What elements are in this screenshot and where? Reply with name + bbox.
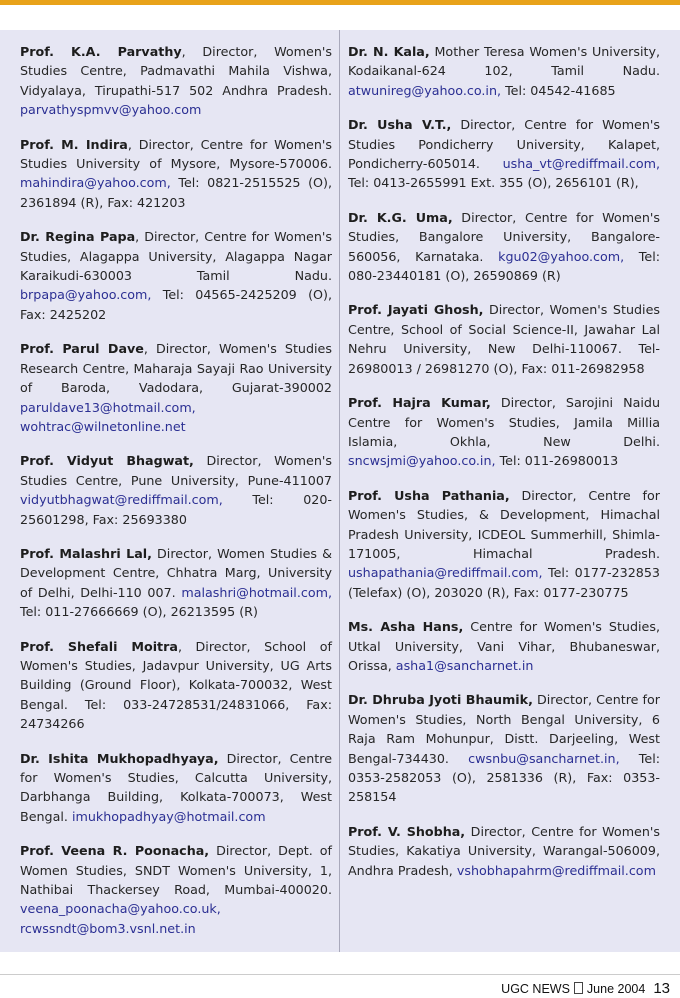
address-text: Director, Women Studies & Development Centre, Chhatra Marg, University of Delhi, Delhi-110 007. <box>20 545 332 600</box>
address-text: Director, Centre for Women's Studies, North Bengal University, 6 Raja Ram Mohunpur, Distt. Darjeeling, West Bengal-734430. <box>348 692 661 766</box>
publication-name: UGC NEWS <box>501 982 570 996</box>
contact-numbers: Tel: 011-26980013 <box>495 453 619 469</box>
directory-entry <box>20 227 332 324</box>
email-link[interactable]: kgu02@yahoo.com, <box>498 248 625 264</box>
contact-numbers: Tel: 011-27666669 (O), 26213595 (R) <box>20 604 258 620</box>
directory-entry <box>20 135 332 213</box>
person-name: Dr. Regina Papa <box>20 229 136 245</box>
email-link[interactable]: sncwsjmi@yahoo.co.in, <box>348 453 496 469</box>
address-text: Director, Women's Studies Centre, Pune University, Pune-411007 <box>20 453 332 488</box>
email-link[interactable]: mahindira@yahoo.com, <box>20 175 171 191</box>
email-link[interactable]: asha1@sancharnet.in <box>395 657 534 673</box>
person-name: Dr. Usha V.T., <box>348 117 452 133</box>
email-link[interactable]: veena_poonacha@yahoo.co.uk, rcwssndt@bom3.vsnl.net.in <box>20 901 221 936</box>
address-text: Director, Sarojini Naidu Centre for Women's Studies, Jamila Millia Islamia, Okhla, New Delhi. <box>348 395 661 449</box>
email-link[interactable]: usha_vt@rediffmail.com, <box>502 156 660 172</box>
contact-numbers: Tel: 080-23440181 (O), 26590869 (R) <box>348 248 660 284</box>
person-name: Prof. Shefali Moitra <box>20 638 178 654</box>
email-link[interactable]: parvathyspmvv@yahoo.com <box>20 102 202 118</box>
directory-entry <box>20 841 332 938</box>
directory-entry <box>20 544 332 622</box>
address-text: , Director, Women's Studies Centre, Padmavathi Mahila Vishwa, Vidyalaya, Tirupathi-517 502 Andhra Pradesh. <box>20 44 332 98</box>
person-name: Prof. Parul Dave <box>20 341 144 357</box>
person-name: Prof. Hajra Kumar, <box>348 395 491 411</box>
directory-entry <box>348 115 660 193</box>
column-divider <box>339 30 340 952</box>
separator-box-icon <box>574 982 583 994</box>
contact-numbers: Tel: 020-25601298, Fax: 25693380 <box>20 492 332 527</box>
address-text: Director, Centre for Women's Studies, Calcutta University, Darbhanga Building, Kolkata-700073, West Bengal. <box>20 750 332 824</box>
email-link[interactable]: vidyutbhagwat@rediffmail.com, <box>20 492 223 508</box>
person-name: Prof. Malashri Lal, <box>20 545 152 561</box>
right-column <box>348 42 660 895</box>
email-link[interactable]: ushapathania@rediffmail.com, <box>348 565 543 581</box>
address-text: Director, Women's Studies Centre, School of Social Science-II, Jawahar Lal Nehru University, New Delhi-110067. Tel-26980013 / 26981270 (O), Fax: 011-26982958 <box>348 302 660 376</box>
address-text: Mother Teresa Women's University, Kodaikanal-624 102, Tamil Nadu. <box>348 44 660 79</box>
directory-entry <box>348 822 660 880</box>
email-link[interactable]: paruldave13@hotmail.com, wohtrac@wilnetonline.net <box>20 399 196 434</box>
email-link[interactable]: malashri@hotmail.com, <box>181 584 332 600</box>
address-text: Director, Centre for Women's Studies, & Development, Himachal Pradesh University, ICDEOL Summerhill, Shimla-171005, Himachal Pradesh. <box>348 487 660 561</box>
person-name: Prof. M. Indira <box>20 136 128 152</box>
person-name: Prof. Vidyut Bhagwat, <box>20 453 194 469</box>
contact-numbers: Tel: 04542-41685 <box>501 82 616 98</box>
contact-numbers: Tel: 0177-232853 (Telefax) (O), 203020 (R), Fax: 0177-230775 <box>348 565 660 600</box>
person-name: Prof. V. Shobha, <box>348 823 466 839</box>
directory-entry <box>348 208 660 286</box>
directory-entry <box>20 42 332 120</box>
email-link[interactable]: atwunireg@yahoo.co.in, <box>348 82 502 98</box>
top-accent-bar <box>0 0 680 5</box>
directory-entry <box>20 749 332 827</box>
email-link[interactable]: imukhopadhyay@hotmail.com <box>71 808 266 824</box>
footer-rule <box>0 974 680 975</box>
page-footer <box>501 980 670 997</box>
person-name: Dr. Dhruba Jyoti Bhaumik, <box>348 692 533 708</box>
directory-entry <box>348 617 660 675</box>
directory-entry <box>348 393 660 471</box>
person-name: Prof. K.A. Parvathy <box>20 44 182 59</box>
address-text: , Director, Women's Studies Research Centre, Maharaja Sayaji Rao University of Baroda, Vadodara, Gujarat-390002 <box>20 341 332 396</box>
person-name: Ms. Asha Hans, <box>348 619 464 635</box>
directory-entry <box>20 637 332 734</box>
person-name: Dr. Ishita Mukhopadhyaya, <box>20 750 219 766</box>
address-text: Director, Centre for Women's Studies, Kakatiya University, Warangal-506009, Andhra Pradesh, <box>348 823 660 878</box>
directory-entry <box>20 451 332 529</box>
person-name: Prof. Veena R. Poonacha, <box>20 843 210 859</box>
address-text: , Director, Centre for Women's Studies University of Mysore, Mysore-570006. <box>20 136 333 172</box>
address-text: Centre for Women's Studies, Utkal University, Vani Vihar, Bhubaneswar, Orissa, <box>348 619 660 673</box>
person-name: Dr. N. Kala, <box>348 44 430 59</box>
contact-numbers: Tel: 0413-2655991 Ext. 355 (O), 2656101 (R), <box>348 175 639 191</box>
directory-entry <box>348 690 660 806</box>
page-number: 13 <box>653 980 670 997</box>
directory-entry <box>348 300 660 378</box>
directory-entry <box>20 339 332 436</box>
person-name: Prof. Usha Pathania, <box>348 487 510 503</box>
address-text: Director, Centre for Women's Studies, Bangalore University, Bangalore-560056, Karnataka. <box>348 209 660 264</box>
directory-entry <box>348 42 660 100</box>
address-text: Director, Dept. of Women Studies, SNDT Women's University, 1, Nathibai Thackersey Road, Mumbai-400020. <box>20 843 332 898</box>
person-name: Prof. Jayati Ghosh, <box>348 302 484 318</box>
left-column <box>20 42 332 953</box>
contact-numbers: Tel: 0353-2582053 (O), 2581336 (R), Fax: 0353-258154 <box>348 750 661 805</box>
address-text: , Director, Centre for Women's Studies, Alagappa University, Alagappa Nagar Karaikudi-630003 Tamil Nadu. <box>20 229 332 284</box>
person-name: Dr. K.G. Uma, <box>348 209 453 225</box>
address-text: Director, Centre for Women's Studies Pondicherry University, Kalapet, Pondicherry-605014. <box>348 117 660 172</box>
email-link[interactable]: vshobhapahrm@rediffmail.com <box>456 862 656 878</box>
directory-entry <box>348 486 660 602</box>
email-link[interactable]: brpapa@yahoo.com, <box>20 287 152 303</box>
contact-numbers: Tel: 04565-2425209 (O), Fax: 2425202 <box>20 287 332 322</box>
email-link[interactable]: cwsnbu@sancharnet.in, <box>468 750 620 766</box>
address-text: , Director, School of Women's Studies, Jadavpur University, UG Arts Building (Ground Floor), Kolkata-700032, West Bengal. Tel: 033-24728531/24831066, Fax: 24734266 <box>20 638 332 732</box>
issue-date: June 2004 <box>586 982 646 996</box>
contact-numbers: Tel: 0821-2515525 (O), 2361894 (R), Fax: 421203 <box>20 175 332 210</box>
